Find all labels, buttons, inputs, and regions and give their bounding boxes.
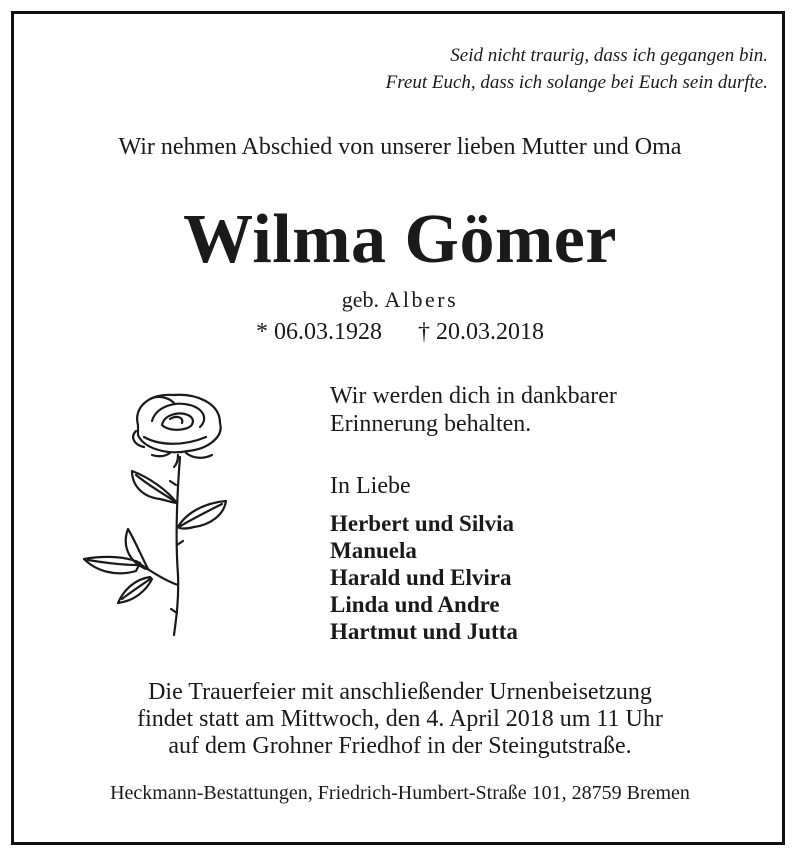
birth-name: Albers <box>384 287 459 312</box>
motto-line-2: Freut Euch, dass ich solange bei Euch sein durfte. <box>385 72 768 93</box>
mourner-name: Harald und Elvira <box>330 565 512 590</box>
remembrance-quote <box>330 382 617 438</box>
service-line-3: auf dem Grohner Friedhof in der Steingutstraße. <box>168 733 632 759</box>
mourner-name: Hartmut und Jutta <box>330 619 518 644</box>
in-love-label: In Liebe <box>330 473 411 499</box>
birth-date: * 06.03.1928 <box>256 319 382 345</box>
death-date: † 20.03.2018 <box>418 319 544 345</box>
deceased-name: Wilma Gömer <box>183 201 617 278</box>
motto-line-1: Seid nicht traurig, dass ich gegangen bin. <box>450 45 768 66</box>
rose-leaf <box>126 529 148 569</box>
intro-line: Wir nehmen Abschied von unserer lieben Mutter und Oma <box>118 134 682 160</box>
funeral-service-info <box>0 679 800 760</box>
rose-illustration <box>78 385 238 645</box>
birth-prefix: geb. <box>341 287 380 312</box>
mourner-name: Linda und Andre <box>330 592 500 617</box>
mourner-name: Herbert und Silvia <box>330 511 515 536</box>
service-line-1: Die Trauerfeier mit anschließender Urnenbeisetzung <box>148 679 652 705</box>
motto-verse <box>386 42 768 96</box>
quote-line-1: Wir werden dich in dankbarer <box>330 383 617 409</box>
undertaker-address: Heckmann-Bestattungen, Friedrich-Humbert-Straße 101, 28759 Bremen <box>110 782 690 804</box>
mourners-list <box>330 510 518 645</box>
service-line-2: findet statt am Mittwoch, den 4. April 2018 um 11 Uhr <box>137 706 663 732</box>
quote-line-2: Erinnerung behalten. <box>330 411 532 437</box>
birth-name-line <box>0 287 800 313</box>
life-dates <box>0 318 800 346</box>
mourner-name: Manuela <box>330 538 417 563</box>
